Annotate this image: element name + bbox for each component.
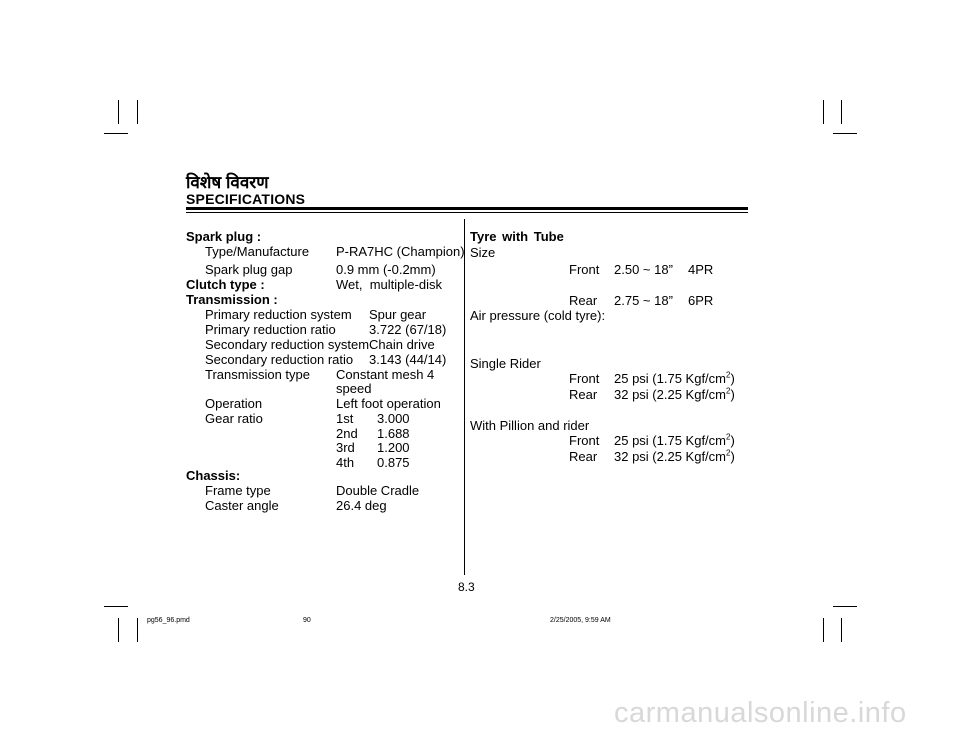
primary-system-value: Spur gear	[369, 307, 427, 322]
pillion-rear-pos: Rear	[569, 449, 598, 464]
size-rear-value: 2.75 ~ 18”	[614, 293, 673, 308]
crop-mark	[104, 133, 128, 134]
crop-mark	[118, 618, 119, 642]
page-title: SPECIFICATIONS	[186, 191, 306, 207]
gear-1-value: 3.000	[377, 411, 410, 426]
primary-ratio-label: Primary reduction ratio	[205, 322, 336, 337]
single-front-pos: Front	[569, 371, 600, 386]
frame-type-label: Frame type	[205, 483, 271, 498]
size-front-pos: Front	[569, 262, 600, 277]
crop-mark	[118, 100, 119, 124]
footer-file: pg56_96.pmd	[147, 617, 190, 624]
footer-page: 90	[303, 617, 311, 624]
secondary-ratio-label: Secondary reduction ratio	[205, 352, 354, 367]
crop-mark	[104, 606, 128, 607]
page-number: 8.3	[458, 580, 475, 594]
pillion-label: With Pillion and rider	[470, 418, 590, 433]
gear-3-value: 1.200	[377, 440, 410, 455]
primary-system-label: Primary reduction system	[205, 307, 352, 322]
spark-plug-heading: Spark plug :	[186, 229, 262, 244]
caster-angle-value: 26.4 deg	[336, 498, 387, 513]
pillion-front-value: 25 psi (1.75 Kgf/$cm^2$)	[614, 432, 735, 448]
secondary-system-label: Secondary reduction system	[205, 337, 370, 352]
gear-4-value: 0.875	[377, 455, 410, 470]
crop-mark	[823, 100, 824, 124]
secondary-system-value: Chain drive	[369, 337, 435, 352]
spark-type-value: P-RA7HC (Champion)	[336, 244, 465, 259]
air-pressure-label: Air pressure (cold tyre):	[470, 308, 606, 323]
size-rear-pos: Rear	[569, 293, 598, 308]
crop-mark	[137, 100, 138, 124]
crop-mark	[823, 618, 824, 642]
clutch-heading: Clutch type :	[186, 277, 265, 292]
chassis-heading: Chassis:	[186, 468, 241, 483]
size-front-ply: 4PR	[688, 262, 714, 277]
operation-value: Left foot operation	[336, 396, 441, 411]
gear-4-label: 4th	[336, 455, 355, 470]
gear-3-label: 3rd	[336, 440, 355, 455]
single-rear-value: 32 psi (2.25 Kgf/$cm^2$)	[614, 386, 735, 402]
single-rear-pos: Rear	[569, 387, 598, 402]
transmission-type-value-cont: speed	[336, 381, 372, 396]
gear-ratio-label: Gear ratio	[205, 411, 263, 426]
size-rear-ply: 6PR	[688, 293, 714, 308]
secondary-ratio-value: 3.143 (44/14)	[369, 352, 447, 367]
crop-mark	[841, 618, 842, 642]
pillion-rear-value: 32 psi (2.25 Kgf/$cm^2$)	[614, 448, 735, 464]
crop-mark	[833, 133, 857, 134]
spark-type-label: Type/Manufacture	[205, 244, 310, 259]
gear-2-value: 1.688	[377, 426, 410, 441]
size-front-value: 2.50 ~ 18”	[614, 262, 673, 277]
title-rule-thin	[186, 212, 748, 213]
caster-angle-label: Caster angle	[205, 498, 279, 513]
primary-ratio-value: 3.722 (67/18)	[369, 322, 447, 337]
crop-mark	[841, 100, 842, 124]
footer-date: 2/25/2005, 9:59 AM	[550, 617, 611, 624]
size-label: Size	[470, 245, 496, 260]
gear-2-label: 2nd	[336, 426, 358, 441]
transmission-heading: Transmission :	[186, 292, 278, 307]
crop-mark	[833, 606, 857, 607]
transmission-type-value: Constant mesh 4	[336, 367, 435, 382]
spark-gap-label: Spark plug gap	[205, 262, 293, 277]
single-rider-label: Single Rider	[470, 356, 541, 371]
title-rule-thick	[186, 207, 748, 210]
column-divider	[464, 219, 465, 575]
gear-1-label: 1st	[336, 411, 354, 426]
hindi-title: विशेष विवरण	[186, 173, 269, 192]
pillion-front-pos: Front	[569, 433, 600, 448]
frame-type-value: Double Cradle	[336, 483, 420, 498]
spark-gap-value: 0.9 mm (-0.2mm)	[336, 262, 436, 277]
watermark: carmanualsonline.info	[614, 697, 907, 729]
transmission-type-label: Transmission type	[205, 367, 310, 382]
single-front-value: 25 psi (1.75 Kgf/$cm^2$)	[614, 370, 735, 386]
tyre-heading: Tyre with Tube	[470, 229, 564, 244]
operation-label: Operation	[205, 396, 263, 411]
crop-mark	[137, 618, 138, 642]
clutch-value: Wet, multiple-disk	[336, 277, 442, 292]
